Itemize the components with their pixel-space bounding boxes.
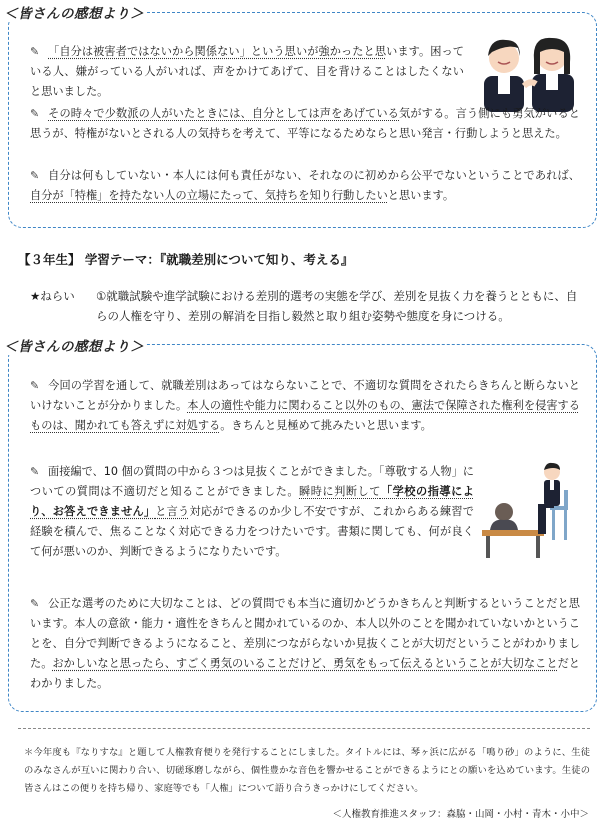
pencil-icon: ✎ — [30, 169, 40, 182]
grade3-theme-heading: 【３年生】 学習テーマ：『就職差別について知り、考える』 — [18, 252, 354, 267]
pencil-icon: ✎ — [30, 45, 40, 58]
box1-paragraph-1: ✎ 「自分は被害者ではないから関係ない」という思いが強かったと思います。困っている人、嫌がっている人がいれば、声をかけてあげて、目を背けることはしたくないと思いました。 — [30, 42, 464, 102]
box1-title: ＜皆さんの感想より＞ — [2, 2, 146, 22]
pencil-icon: ✎ — [30, 379, 40, 392]
box2-paragraph-3: ✎ 公正な選考のために大切なことは、どの質問でも本当に適切かどうかきちんと判断するということだと思います。本人の意欲・能力・適性をきちんと聞かれているのか、本人以外のことを聞かれていないかということを、自分で判断できるようになること、差別につながらないか見抜くことが大切だということがわかりました。おかしいなと思ったら、すごく勇気のいることだけど、勇気をもって伝えるということが大切なことだとわかりました。 — [30, 594, 580, 694]
pencil-icon: ✎ — [30, 465, 40, 478]
pencil-icon: ✎ — [30, 597, 40, 610]
box1-paragraph-2: ✎ その時々で少数派の人がいたときには、自分としては声をあげている気がする。言う側にも勇気がいると思うが、特権がないとされる人の気持ちを考えて、平等になるためならと思い発言・行動しようと思えた。 — [30, 104, 580, 144]
box2-paragraph-1: ✎ 今回の学習を通して、就職差別はあってはならないことで、不適切な質問をされたらきちんと断らないといけないことが分かりました。本人の適性や能力に関わること以外のもの、憲法で保障された権利を侵害するものは、聞かれても答えずに対処する。きちんと見極めて挑みたいと思います。 — [30, 376, 580, 436]
box1-paragraph-3: ✎ 自分は何もしていない・本人には何も責任がない、それなのに初めから公平でないということであれば、自分が「特権」を持たない人の立場にたって、気持ちを知り行動したいと思います。 — [30, 166, 580, 206]
footer-divider — [18, 728, 590, 729]
aim-label: ★ねらい — [30, 289, 75, 303]
box2-title: ＜皆さんの感想より＞ — [2, 335, 146, 355]
interview-illustration — [478, 460, 584, 560]
staff-credit: ＜人権教育推進スタッフ：森脇・山岡・小村・青木・小中＞ — [332, 809, 589, 820]
aim-text: ①就職試験や進学試験における差別的選考の実態を学び、差別を見抜く力を養うとともに、自らの人権を守り、差別の解消を目指し毅然と取り組む姿勢や態度を身につける。 — [96, 289, 578, 323]
pencil-icon: ✎ — [30, 107, 40, 120]
box2-paragraph-2: ✎ 面接編で、10 個の質問の中から３つは見抜くことができました。「尊敬する人物」についての質問は不適切だと知ることができました。瞬時に判断して「学校の指導により、お答えできません」と言う対応ができるのか少し不安ですが、これからある練習で経験を積んで、焦ることなく対応できる力をつけたいです。書類に関しても、何が良くて何が悪いのか、判断できるようになりたいです。 — [30, 462, 474, 562]
footer-note: ＊今年度も『なりすな』と題して人権教育便りを発行することにしました。タイトルには、琴ヶ浜に広がる「鳴り砂」のように、生徒のみなさんが互いに関わり合い、切磋琢磨しながら、個性豊かな音色を響かせることができるようにとの願いを込めています。生徒の皆さんはこの便りを持ち帰り、家庭等でも「人権」について語り合うきっかけにしてください。 — [24, 747, 590, 794]
students-illustration — [478, 26, 582, 112]
